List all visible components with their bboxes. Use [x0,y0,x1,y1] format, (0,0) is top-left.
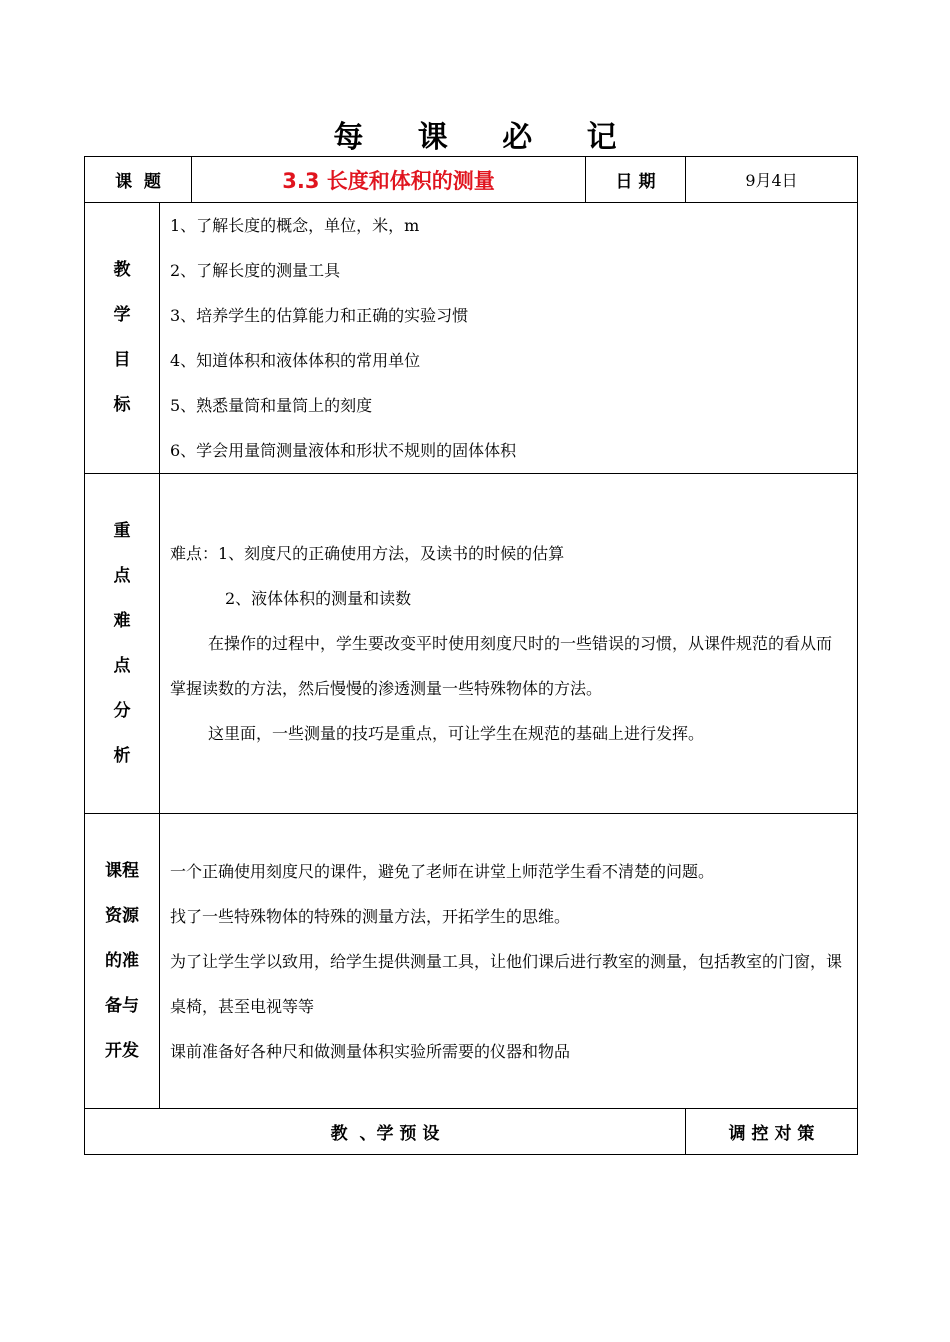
key-points-label-char: 点 [113,655,131,676]
objectives-content [160,203,858,474]
resource-line: 为了让学生学以致用，给学生提供测量工具，让他们课后进行教室的测量，包括教室的门窗，课桌椅，甚至电视等等 [170,951,843,1016]
resource-line: 一个正确使用刻度尺的课件，避免了老师在讲堂上师范学生看不清楚的问题。 [170,861,715,881]
date-label: 日 期 [586,157,686,203]
difficulty-1: 难点：1、刻度尺的正确使用方法，及读书的时候的估算 [170,544,565,563]
objectives-row [85,203,858,474]
resources-label-line: 课程 [105,860,139,881]
lesson-date: 9月4日 [686,157,858,203]
topic-label: 课 题 [85,157,192,203]
resources-label-line: 资源 [105,905,139,926]
objectives-label-char: 学 [113,305,131,325]
footer-row [85,1109,858,1155]
objectives-label-char: 目 [113,350,131,370]
objective-item: 1、了解长度的概念，单位，米，m [170,216,420,235]
objective-item: 2、了解长度的测量工具 [170,261,341,280]
key-points-label-char: 析 [113,745,131,766]
key-points-label-char: 难 [113,610,131,631]
key-points-label-char: 重 [113,520,131,541]
resources-label-line: 的准 [105,950,139,971]
key-points-label [85,474,160,814]
resource-line: 课前准备好各种尺和做测量体积实验所需要的仪器和物品 [170,1041,571,1061]
difficulty-2: 2、液体体积的测量和读数 [225,589,412,608]
objective-item: 3、培养学生的估算能力和正确的实验习惯 [170,306,469,325]
key-points-content [160,474,858,814]
resources-row [85,814,858,1109]
objectives-label-char: 标 [113,395,131,415]
key-points-label-char: 分 [113,700,131,721]
analysis-paragraph-1: 在操作的过程中，学生要改变平时使用刻度尺时的一些错误的习惯，从课件规范的看从而掌握读数的方法，然后慢慢的渗透测量一些特殊物体的方法。 [170,634,833,698]
key-points-row [85,474,858,814]
objective-item: 4、知道体积和液体体积的常用单位 [170,351,421,370]
key-points-label-char: 点 [113,565,131,586]
objectives-label-char: 教 [113,260,131,280]
lesson-table [84,156,858,1155]
header-row [85,157,858,203]
analysis-paragraph-2: 这里面，一些测量的技巧是重点，可让学生在规范的基础上进行发挥。 [208,724,705,743]
control-strategy-label: 调 控 对 策 [686,1109,858,1155]
resources-label-line: 开发 [105,1040,139,1061]
objective-item: 5、熟悉量筒和量筒上的刻度 [170,396,373,415]
lesson-topic: 3.3 长度和体积的测量 [192,157,586,203]
resource-line: 找了一些特殊物体的特殊的测量方法，开拓学生的思维。 [170,906,571,926]
resources-content [160,814,858,1109]
objectives-label [85,203,160,474]
resources-label-line: 备与 [105,995,139,1016]
resources-label [85,814,160,1109]
teaching-plan-label: 教 、学 预 设 [85,1109,686,1155]
page-title: 每 课 必 记 [333,120,639,155]
objective-item: 6、学会用量筒测量液体和形状不规则的固体体积 [170,441,517,460]
